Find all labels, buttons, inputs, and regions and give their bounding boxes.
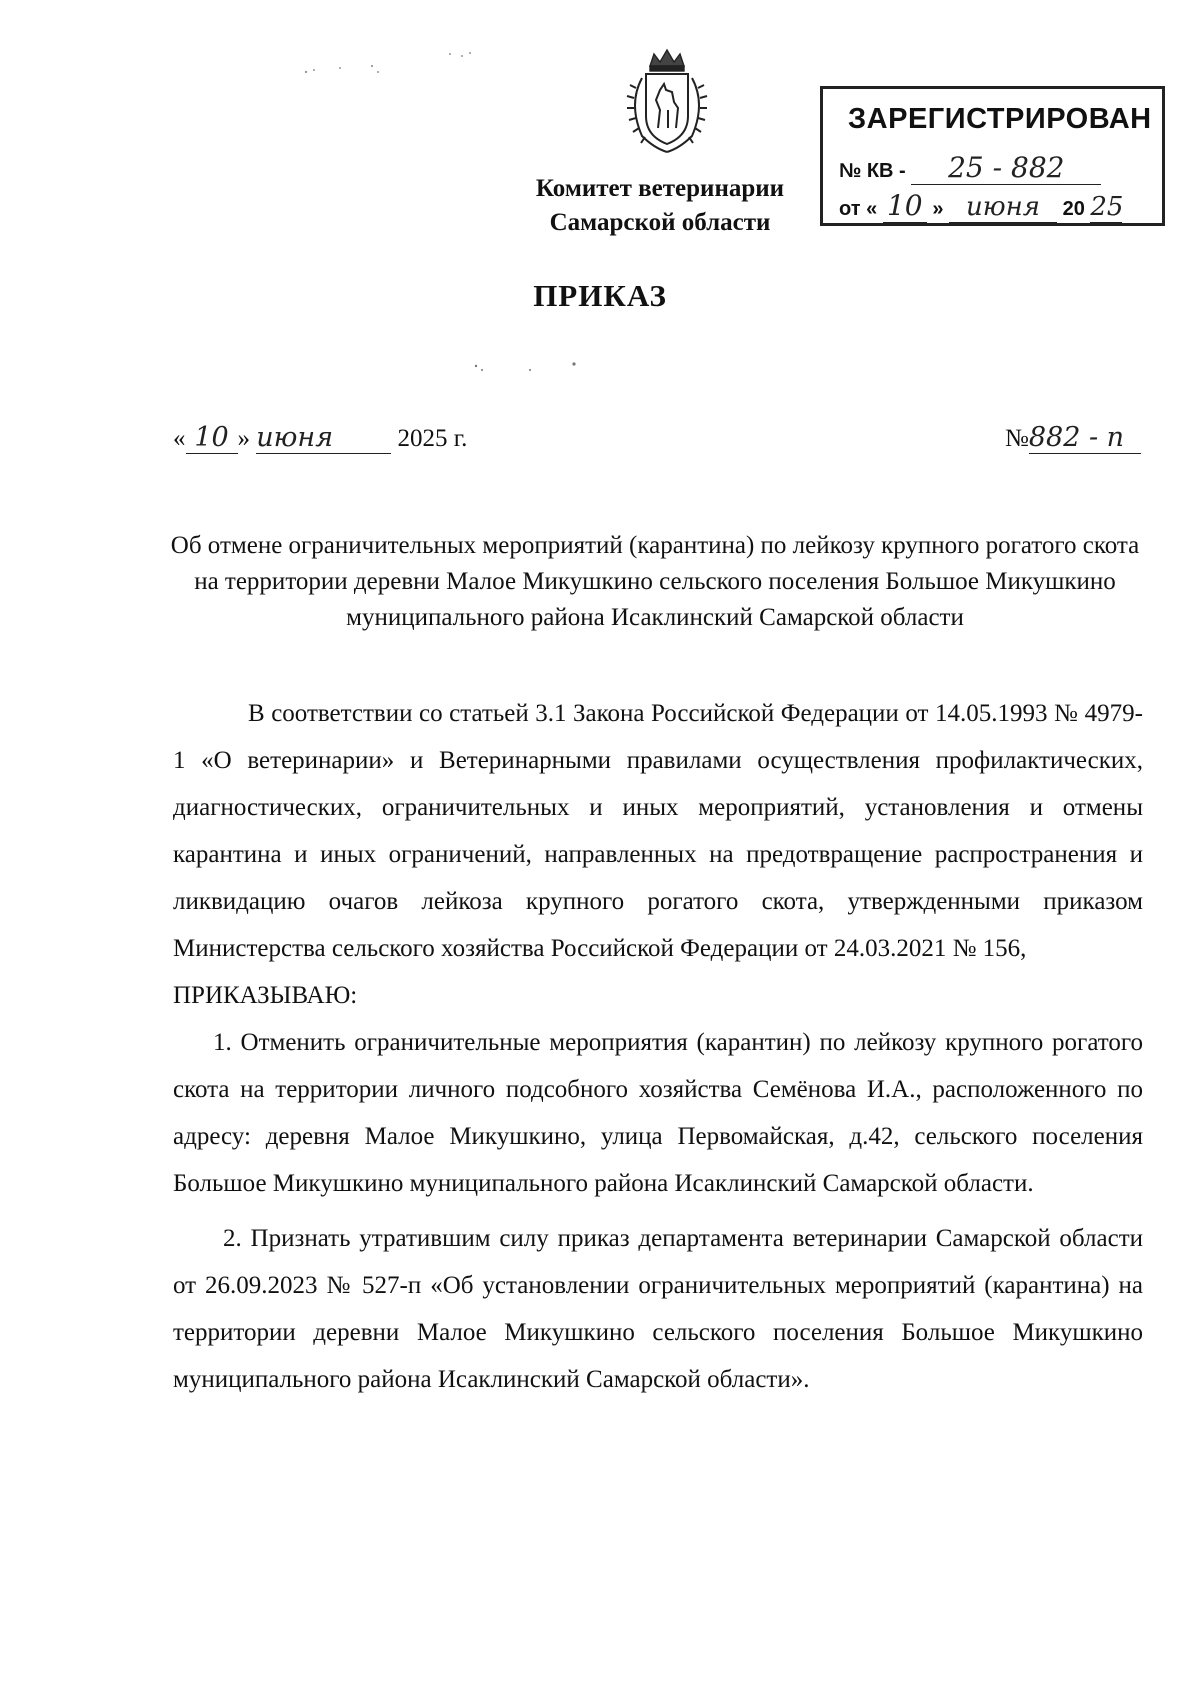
- stamp-date-prefix: от «: [839, 198, 878, 220]
- organization-line1: Комитет ветеринарии: [535, 175, 785, 202]
- order-item-2: 2. Признать утратившим силу приказ департамента ветеринарии Самарской области от 26.09.2023 № 527-п «Об установлении ограничительных мероприятий (карантина) на территории деревни Малое Микушкино сельского поселения Большое Микушкино муниципального района Исаклинский Самарской области».: [173, 1225, 1143, 1393]
- registration-stamp: [820, 86, 1165, 226]
- scan-noise: [300, 50, 500, 90]
- order-date-month: июня: [256, 422, 391, 454]
- stamp-date-year-prefix: 20: [1062, 198, 1085, 220]
- order-date-day: 10: [186, 422, 238, 454]
- stamp-number-value: 25 - 882: [911, 151, 1101, 185]
- order-subject: Об отмене ограничительных мероприятий (карантина) по лейкозу крупного рогатого скота на территории деревни Малое Микушкино сельского поселения Большое Микушкино муниципального района Исаклинский Самарской области: [170, 532, 1140, 631]
- stamp-date-year-suffix: 25: [1090, 192, 1124, 222]
- scan-specks: [470, 358, 590, 378]
- order-number-value: 882 - п: [1029, 422, 1141, 454]
- order-directive: ПРИКАЗЫВАЮ:: [173, 982, 358, 1009]
- organization-line2: Самарской области: [549, 209, 771, 236]
- order-date: [173, 422, 467, 454]
- order-date-open: «: [173, 425, 186, 452]
- stamp-date-day: 10: [883, 189, 927, 223]
- stamp-number-label: № КВ -: [839, 160, 906, 182]
- stamp-date-row: [839, 189, 1122, 223]
- order-date-year: 2025 г.: [397, 425, 468, 452]
- order-body: [173, 690, 1143, 1403]
- order-item-1: 1. Отменить ограничительные мероприятия (карантин) по лейкозу крупного рогатого скота на территории личного подсобного хозяйства Семёнова И.А., расположенного по адресу: деревня Малое Микушкино, улица Первомайская, д.42, сельского поселения Большое Микушкино муниципального района Исаклинский Самарской области.: [173, 1029, 1143, 1197]
- order-number: [1005, 422, 1141, 454]
- order-preamble: В соответствии со статьей 3.1 Закона Российской Федерации от 14.05.1993 № 4979-1 «О ветеринарии» и Ветеринарными правилами осуществления профилактических, диагностических, ограничительных и иных мероприятий, установления и отмены карантина и иных ограничений, направленных на предотвращение распространения и ликвидацию очагов лейкоза крупного рогатого скота, утвержденными приказом Министерства сельского хозяйства Российской Федерации от 24.03.2021 № 156,: [173, 700, 1143, 962]
- stamp-number-row: [839, 151, 1101, 185]
- coat-of-arms-icon: [612, 44, 722, 160]
- order-number-label: №: [1005, 425, 1029, 452]
- organization-name: [500, 172, 820, 240]
- document-title: ПРИКАЗ: [533, 278, 667, 313]
- order-date-close: »: [237, 425, 250, 452]
- stamp-date-month: июня: [949, 192, 1057, 223]
- stamp-title: ЗАРЕГИСТРИРОВАН: [848, 103, 1152, 135]
- stamp-date-mid: »: [932, 198, 944, 220]
